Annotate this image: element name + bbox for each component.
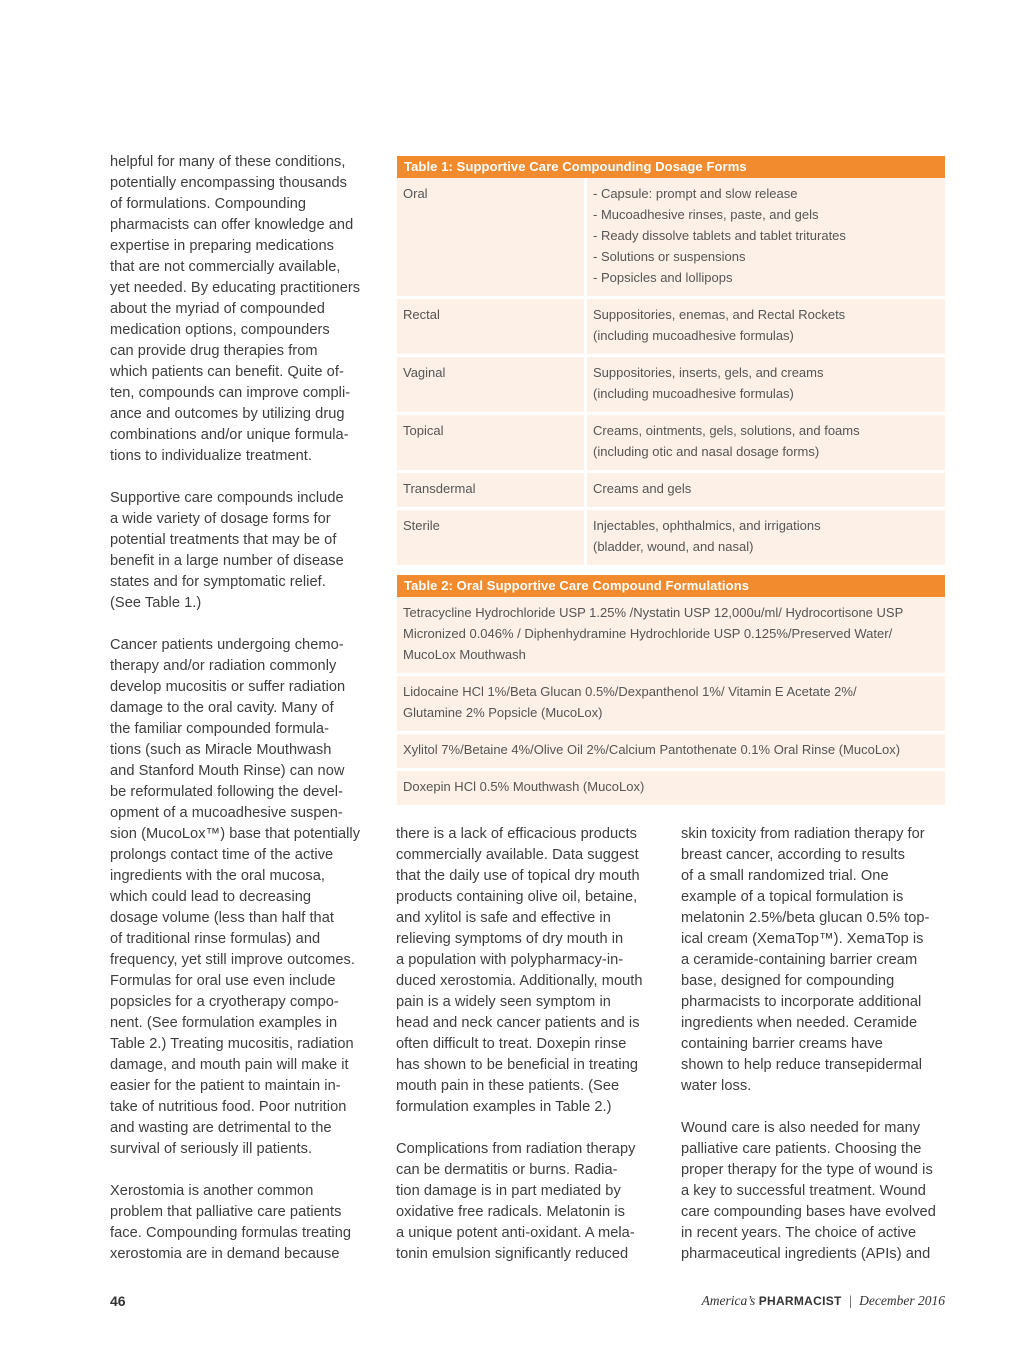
table1-row [397, 299, 945, 354]
table1-description-line: Suppositories, inserts, gels, and creams [593, 365, 824, 380]
text-line: products containing olive oil, betaine, [396, 889, 638, 905]
table1-dosage-form: Sterile [403, 518, 440, 533]
col1-para3 [110, 635, 360, 1160]
text-line: be reformulated following the devel- [110, 784, 343, 800]
text-line: of traditional rinse formulas) and [110, 931, 321, 947]
page-number: 46 [110, 1293, 126, 1309]
table2-row [397, 771, 945, 805]
text-line: shown to help reduce transepidermal [681, 1057, 923, 1073]
table2-formulation-line: Micronized 0.046% / Diphenhydramine Hydrochloride USP 0.125%/Preserved Water/ [403, 626, 893, 641]
table-dosage-forms [397, 156, 945, 565]
table1-dosage-form: Oral [403, 186, 428, 201]
text-line: Table 2.) Treating mucositis, radiation [110, 1036, 354, 1052]
text-line: Supportive care compounds include [110, 490, 344, 506]
text-line: a population with polypharmacy-in- [396, 952, 624, 968]
table1-description-line: (including mucoadhesive formulas) [593, 328, 794, 343]
text-line: which could lead to decreasing [110, 889, 312, 905]
text-line: formulation examples in Table 2.) [396, 1099, 612, 1115]
text-line: pharmacists can offer knowledge and [110, 217, 354, 233]
table1-description [584, 415, 945, 470]
text-line: a unique potent anti-oxidant. A mela- [396, 1225, 635, 1241]
text-line: opment of a mucoadhesive suspen- [110, 805, 343, 821]
table1-description [584, 178, 945, 296]
text-line: the familiar compounded formula- [110, 721, 329, 737]
table1-row [397, 415, 945, 470]
text-line: tonin emulsion significantly reduced [396, 1246, 629, 1262]
text-line: expertise in preparing medications [110, 238, 334, 254]
text-line: containing barrier creams have [681, 1036, 883, 1052]
table2-row [397, 676, 945, 731]
text-line: there is a lack of efficacious products [396, 826, 637, 842]
text-line: Complications from radiation therapy [396, 1141, 636, 1157]
text-line: xerostomia are in demand because [110, 1246, 340, 1262]
table1-row [397, 357, 945, 412]
text-line: helpful for many of these conditions, [110, 154, 346, 170]
text-line: can provide drug therapies from [110, 343, 318, 359]
text-line: pharmaceutical ingredients (APIs) and [681, 1246, 931, 1262]
table1-dosage-form: Vaginal [403, 365, 446, 380]
text-line: potentially encompassing thousands [110, 175, 347, 191]
text-line: duced xerostomia. Additionally, mouth [396, 973, 643, 989]
running-footer [702, 1293, 945, 1309]
text-line: head and neck cancer patients and is [396, 1015, 640, 1031]
table1-description-line: Suppositories, enemas, and Rectal Rockets [593, 307, 846, 322]
table2-formulation-line: Tetracycline Hydrochloride USP 1.25% /Nystatin USP 12,000u/ml/ Hydrocortisone USP [403, 605, 904, 620]
text-line: example of a topical formulation is [681, 889, 904, 905]
table1-description-line: (bladder, wound, and nasal) [593, 539, 754, 554]
table1-description-line: - Solutions or suspensions [593, 249, 746, 264]
table1-description-line: - Mucoadhesive rinses, paste, and gels [593, 207, 819, 222]
text-line: Cancer patients undergoing chemo- [110, 637, 344, 653]
text-line: benefit in a large number of disease [110, 553, 344, 569]
table1-description-line: (including mucoadhesive formulas) [593, 386, 794, 401]
publication-prefix: America’s [701, 1293, 756, 1308]
text-line: tions to individualize treatment. [110, 448, 313, 464]
text-line: ingredients when needed. Ceramide [681, 1015, 918, 1031]
text-line: damage, and mouth pain will make it [110, 1057, 349, 1073]
text-line: water loss. [681, 1078, 752, 1094]
col1-para2 [110, 488, 344, 614]
text-line: yet needed. By educating practitioners [110, 280, 361, 296]
table1-description [584, 357, 945, 412]
text-line: Xerostomia is another common [110, 1183, 314, 1199]
text-line: base, designed for compounding [681, 973, 895, 989]
table1-description-line: - Ready dissolve tablets and tablet triturates [593, 228, 846, 243]
text-line: tions (such as Miracle Mouthwash [110, 742, 332, 758]
table2-title: Table 2: Oral Supportive Care Compound Formulations [397, 575, 945, 597]
text-line: in recent years. The choice of active [681, 1225, 917, 1241]
table1-title: Table 1: Supportive Care Compounding Dosage Forms [397, 156, 945, 178]
text-line: ance and outcomes by utilizing drug [110, 406, 345, 422]
text-line: pain is a widely seen symptom in [396, 994, 611, 1010]
text-line: ingredients with the oral mucosa, [110, 868, 325, 884]
table-oral-formulations [397, 575, 945, 805]
col2-para1 [396, 824, 643, 1118]
table1-dosage-form: Rectal [403, 307, 440, 322]
text-line: palliative care patients. Choosing the [681, 1141, 922, 1157]
table1-row [397, 178, 945, 296]
text-line: of a small randomized trial. One [681, 868, 889, 884]
text-line: that are not commercially available, [110, 259, 341, 275]
text-line: which patients can benefit. Quite of- [110, 364, 344, 380]
text-line: medication options, compounders [110, 322, 330, 338]
text-line: ical cream (XemaTop™). XemaTop is [681, 931, 924, 947]
text-line: combinations and/or unique formula- [110, 427, 349, 443]
text-line: develop mucositis or suffer radiation [110, 679, 346, 695]
table1-description-line: (including otic and nasal dosage forms) [593, 444, 820, 459]
text-line: potential treatments that may be of [110, 532, 337, 548]
text-line: of formulations. Compounding [110, 196, 307, 212]
text-line: easier for the patient to maintain in- [110, 1078, 341, 1094]
text-line: therapy and/or radiation commonly [110, 658, 337, 674]
col1-para4 [110, 1181, 351, 1265]
table2-formulation-line: Doxepin HCl 0.5% Mouthwash (MucoLox) [403, 779, 645, 794]
text-line: nent. (See formulation examples in [110, 1015, 338, 1031]
table1-description [584, 299, 945, 354]
text-line: care compounding bases have evolved [681, 1204, 936, 1220]
table1-description-line: Creams and gels [593, 481, 692, 496]
text-line: that the daily use of topical dry mouth [396, 868, 640, 884]
table1-row [397, 473, 945, 507]
issue-date: December 2016 [859, 1293, 945, 1308]
table2-formulation-line: MucoLox Mouthwash [403, 647, 526, 662]
text-line: relieving symptoms of dry mouth in [396, 931, 624, 947]
text-line: damage to the oral cavity. Many of [110, 700, 334, 716]
table2-formulation-line: Glutamine 2% Popsicle (MucoLox) [403, 705, 603, 720]
text-line: survival of seriously ill patients. [110, 1141, 313, 1157]
table1-dosage-form: Topical [403, 423, 444, 438]
table1-description [584, 473, 945, 507]
text-line: pharmacists to incorporate additional [681, 994, 922, 1010]
table1-description-line: - Popsicles and lollipops [593, 270, 733, 285]
text-line: problem that palliative care patients [110, 1204, 342, 1220]
col1-para1 [110, 152, 360, 467]
text-line: mouth pain in these patients. (See [396, 1078, 620, 1094]
col2-para2 [396, 1139, 635, 1265]
table2-row [397, 597, 945, 673]
text-line: can be dermatitis or burns. Radia- [396, 1162, 618, 1178]
text-line: states and for symptomatic relief. [110, 574, 326, 590]
text-line: prolongs contact time of the active [110, 847, 334, 863]
text-line: melatonin 2.5%/beta glucan 0.5% top- [681, 910, 930, 926]
text-line: Formulas for oral use even include [110, 973, 336, 989]
text-line: frequency, yet still improve outcomes. [110, 952, 355, 968]
col3-para2 [681, 1118, 936, 1265]
table2-formulation-line: Lidocaine HCl 1%/Beta Glucan 0.5%/Dexpanthenol 1%/ Vitamin E Acetate 2%/ [403, 684, 857, 699]
text-line: has shown to be beneficial in treating [396, 1057, 639, 1073]
text-line: often difficult to treat. Doxepin rinse [396, 1036, 627, 1052]
text-line: a ceramide-containing barrier cream [681, 952, 918, 968]
text-line: a key to successful treatment. Wound [681, 1183, 926, 1199]
text-line: proper therapy for the type of wound is [681, 1162, 933, 1178]
text-line: a wide variety of dosage forms for [110, 511, 331, 527]
text-line: tion damage is in part mediated by [396, 1183, 621, 1199]
text-line: face. Compounding formulas treating [110, 1225, 352, 1241]
text-line: take of nutritious food. Poor nutrition [110, 1099, 347, 1115]
text-line: commercially available. Data suggest [396, 847, 639, 863]
text-line: and wasting are detrimental to the [110, 1120, 332, 1136]
footer-separator: | [849, 1293, 852, 1308]
text-line: skin toxicity from radiation therapy for [681, 826, 925, 842]
text-line: and xylitol is safe and effective in [396, 910, 611, 926]
table2-formulation-line: Xylitol 7%/Betaine 4%/Olive Oil 2%/Calcium Pantothenate 0.1% Oral Rinse (MucoLox) [403, 742, 901, 757]
text-line: Wound care is also needed for many [681, 1120, 921, 1136]
publication-brand: PHARMACIST [758, 1294, 842, 1308]
col3-para1 [681, 824, 929, 1097]
text-line: and Stanford Mouth Rinse) can now [110, 763, 345, 779]
table1-description [584, 510, 945, 565]
text-line: oxidative free radicals. Melatonin is [396, 1204, 625, 1220]
text-line: (See Table 1.) [110, 595, 202, 611]
table1-description-line: Injectables, ophthalmics, and irrigations [593, 518, 821, 533]
text-line: dosage volume (less than half that [110, 910, 334, 926]
text-line: about the myriad of compounded [110, 301, 325, 317]
text-line: breast cancer, according to results [681, 847, 906, 863]
text-line: sion (MucoLox™) base that potentially [110, 826, 361, 842]
text-line: popsicles for a cryotherapy compo- [110, 994, 339, 1010]
text-line: ten, compounds can improve compli- [110, 385, 351, 401]
table1-dosage-form: Transdermal [403, 481, 476, 496]
table2-row [397, 734, 945, 768]
table1-description-line: Creams, ointments, gels, solutions, and foams [593, 423, 860, 438]
table1-row [397, 510, 945, 565]
table1-description-line: - Capsule: prompt and slow release [593, 186, 798, 201]
